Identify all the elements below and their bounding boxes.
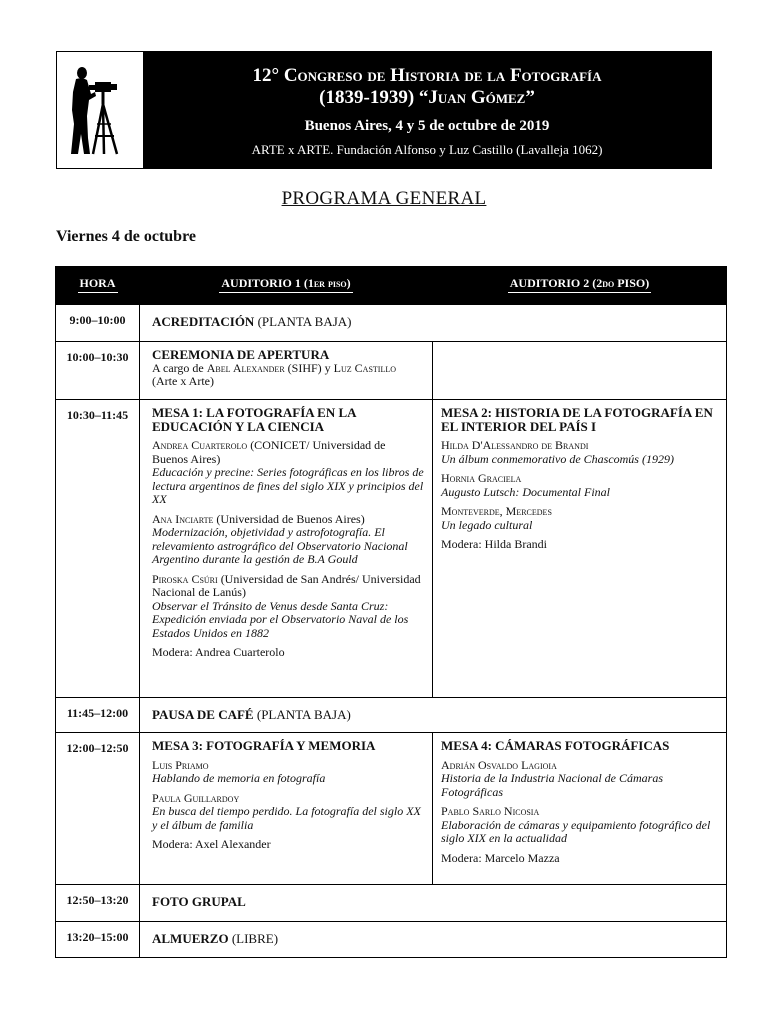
event-note: (LIBRE) bbox=[231, 931, 279, 946]
event-note: (PLANTA BAJA) bbox=[256, 707, 351, 722]
schedule-table bbox=[55, 266, 727, 958]
talk-item: Piroska Csúri (Universidad de San Andrés/ Universidad Nacional de Lanús) Observar el Tránsito de Venus desde Santa Cruz: Expedición enviada por el Observatorio Naval de los Estados Unidos en 1882 bbox=[152, 571, 421, 640]
talk-item: Ana Inciarte (Universidad de Buenos Aires) Modernización, objetividad y astrofotografía. El relevamiento astrográfico del Observatorio Nacional Argentino durante la gestión de B.A Gould bbox=[152, 511, 408, 566]
event-cell bbox=[140, 885, 727, 922]
table-row bbox=[56, 305, 727, 342]
moderator: Modera: Marcelo Mazza bbox=[441, 850, 560, 865]
photographer-with-camera-icon bbox=[65, 64, 135, 156]
moderator: Modera: Andrea Cuarterolo bbox=[152, 645, 285, 659]
event-note: (PLANTA BAJA) bbox=[257, 314, 352, 329]
photographer-logo bbox=[57, 52, 143, 168]
time-cell: 12:00–12:50 bbox=[56, 733, 140, 885]
header-auditorium-1: AUDITORIO 1 (1er piso) bbox=[140, 267, 433, 304]
event-label: CEREMONIA DE APERTURA bbox=[152, 347, 330, 362]
table-row bbox=[56, 733, 727, 885]
session-mesa-1 bbox=[140, 400, 433, 698]
empty-cell bbox=[433, 342, 727, 400]
session-title: MESA 3: FOTOGRAFÍA Y MEMORIA bbox=[152, 738, 376, 753]
congress-title: 12° Congreso de Historia de la Fotografía bbox=[252, 65, 602, 86]
talk-item: Hilda D'Alessandro de Brandi Un álbum conmemorativo de Chascomús (1929) bbox=[441, 438, 674, 466]
session-mesa-2 bbox=[433, 400, 727, 698]
session-title: MESA 2: HISTORIA DE LA FOTOGRAFÍA EN EL INTERIOR DEL PAÍS I bbox=[441, 405, 713, 434]
table-row bbox=[56, 922, 727, 958]
event-label: PAUSA DE CAFÉ bbox=[152, 707, 254, 722]
talk-item: Andrea Cuarterolo (CONICET/ Universidad de Buenos Aires) Educación y precine: Series fotográficas en los libros de lectura argentinos de fines del siglo XIX y principios del XX bbox=[152, 438, 424, 506]
event-cell bbox=[140, 698, 727, 733]
table-row bbox=[56, 400, 727, 698]
table-header-row bbox=[56, 267, 727, 304]
event-label: ACREDITACIÓN bbox=[152, 314, 255, 329]
session-mesa-3 bbox=[140, 733, 433, 885]
event-label: ALMUERZO bbox=[152, 931, 229, 946]
event-label: FOTO GRUPAL bbox=[152, 894, 246, 909]
table-row bbox=[56, 698, 727, 733]
time-cell: 10:30–11:45 bbox=[56, 400, 140, 698]
congress-venue: ARTE x ARTE. Fundación Alfonso y Luz Castillo (Lavalleja 1062) bbox=[251, 142, 603, 157]
talk-item: Hornia Graciela Augusto Lutsch: Documental Final bbox=[441, 471, 610, 499]
congress-subtitle: (1839-1939) “Juan Gómez” bbox=[319, 87, 535, 108]
header-banner bbox=[56, 51, 712, 169]
table-row bbox=[56, 885, 727, 922]
time-cell: 11:45–12:00 bbox=[56, 698, 140, 733]
session-title: MESA 4: CÁMARAS FOTOGRÁFICAS bbox=[441, 738, 670, 753]
time-cell: 9:00–10:00 bbox=[56, 305, 140, 342]
event-cell bbox=[140, 922, 727, 958]
event-cell bbox=[140, 342, 433, 400]
program-title: PROGRAMA GENERAL bbox=[281, 188, 487, 209]
talk-item: Monteverde, Mercedes Un legado cultural bbox=[441, 504, 552, 532]
header-time: HORA bbox=[56, 267, 140, 304]
moderator: Modera: Hilda Brandi bbox=[441, 537, 547, 551]
talk-item: Paula Guillardoy En busca del tiempo perdido. La fotografía del siglo XX y el álbum de familia bbox=[152, 790, 421, 832]
header-auditorium-2: AUDITORIO 2 (2do PISO) bbox=[433, 267, 727, 304]
talk-item: Pablo Sarlo Nicosia Elaboración de cámaras y equipamiento fotográfico del siglo XIX en la actualidad bbox=[441, 804, 711, 845]
congress-place-date: Buenos Aires, 4 y 5 de octubre de 2019 bbox=[304, 118, 550, 134]
banner-text bbox=[143, 52, 711, 168]
moderator: Modera: Axel Alexander bbox=[152, 837, 271, 851]
event-cell bbox=[140, 305, 727, 342]
talk-item: Luis Priamo Hablando de memoria en fotografía bbox=[152, 757, 326, 785]
session-title: MESA 1: LA FOTOGRAFÍA EN LA EDUCACIÓN Y LA CIENCIA bbox=[152, 405, 356, 434]
event-detail: A cargo de Abel Alexander (SIHF) y Luz Castillo (Arte x Arte) bbox=[152, 360, 396, 388]
time-cell: 13:20–15:00 bbox=[56, 922, 140, 958]
time-cell: 10:00–10:30 bbox=[56, 342, 140, 400]
time-cell: 12:50–13:20 bbox=[56, 885, 140, 922]
session-mesa-4 bbox=[433, 733, 727, 885]
talk-item: Adrián Osvaldo Lagioia Historia de la Industria Nacional de Cámaras Fotográficas bbox=[441, 757, 664, 799]
table-row bbox=[56, 342, 727, 400]
day-heading: Viernes 4 de octubre bbox=[56, 228, 196, 245]
